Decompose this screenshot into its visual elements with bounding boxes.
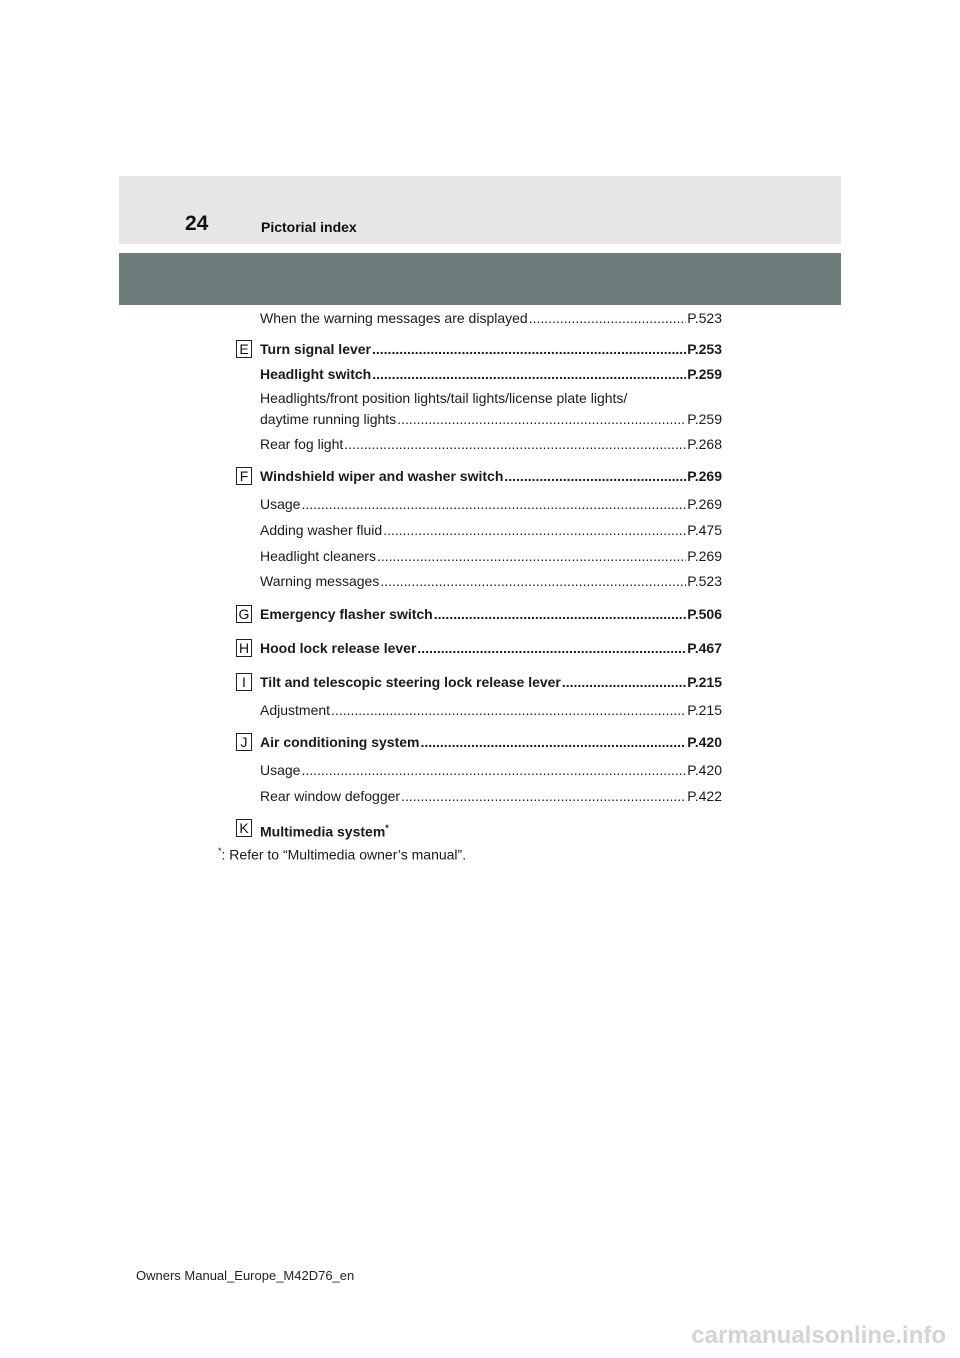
page-ref: P.422 (687, 788, 722, 804)
callout-letter-i: I (236, 673, 252, 691)
page-ref: P.268 (687, 436, 722, 452)
header-divider-band (119, 253, 841, 305)
entry-label: Air conditioning system (260, 734, 420, 750)
entry-label: Turn signal lever (260, 341, 371, 357)
entry-label: When the warning messages are displayed (260, 310, 528, 326)
callout-letter-j: J (236, 733, 252, 751)
page-ref: P.215 (687, 702, 722, 718)
entry-label: Headlight switch (260, 366, 372, 382)
index-entry-main (260, 818, 722, 843)
page-ref: P.259 (687, 366, 722, 382)
entry-label: Adjustment (260, 702, 331, 718)
page-ref: P.420 (687, 734, 722, 750)
page-ref: P.475 (687, 522, 722, 538)
page-ref: P.467 (687, 640, 722, 656)
page-ref: P.259 (687, 411, 722, 427)
footnote-text: : Refer to “Multimedia owner’s manual”. (221, 846, 467, 863)
page-ref: P.523 (687, 310, 722, 326)
entry-label: Rear fog light (260, 436, 344, 452)
index-entry (260, 786, 722, 807)
entry-label: daytime running lights (260, 411, 397, 427)
page-ref: P.269 (687, 468, 722, 484)
footnote (218, 846, 466, 863)
index-entry (260, 546, 722, 567)
page-ref: P.269 (687, 548, 722, 564)
index-entry (260, 494, 722, 515)
section-title: Pictorial index (261, 219, 357, 235)
entry-label: Usage (260, 762, 301, 778)
entry-label: Emergency flasher switch (260, 606, 433, 622)
callout-letter-k: K (236, 819, 252, 837)
footnote-marker: * (385, 823, 389, 833)
index-entry-main (260, 638, 722, 659)
index-entry-main (260, 339, 722, 360)
index-entry (260, 308, 722, 329)
page-ref: P.420 (687, 762, 722, 778)
entry-label: Usage (260, 496, 301, 512)
index-entry (260, 434, 722, 455)
index-entry-main (260, 364, 722, 385)
page-ref: P.253 (687, 341, 722, 357)
footnote-mark: * (218, 846, 222, 856)
callout-letter-e: E (236, 340, 252, 358)
page-header-band (119, 176, 841, 244)
page-number: 24 (185, 212, 209, 235)
callout-letter-h: H (236, 639, 252, 657)
entry-label: Headlight cleaners (260, 548, 376, 564)
entry-label: Adding washer fluid (260, 522, 383, 538)
entry-label: Windshield wiper and washer switch (260, 468, 504, 484)
entry-label: Warning messages (260, 573, 380, 589)
index-entry-main (260, 466, 722, 487)
entry-label: Rear window defogger (260, 788, 401, 804)
index-entry (260, 571, 722, 592)
index-entry-main (260, 672, 722, 693)
callout-letter-g: G (236, 605, 252, 623)
entry-label: Tilt and telescopic steering lock release lever (260, 674, 561, 690)
callout-letter-f: F (236, 467, 252, 485)
page-ref: P.269 (687, 496, 722, 512)
page-ref: P.215 (687, 674, 722, 690)
entry-label: Hood lock release lever (260, 640, 417, 656)
index-entry-main (260, 604, 722, 625)
footer-doc-id: Owners Manual_Europe_M42D76_en (136, 1268, 355, 1283)
entry-label: Multimedia system (260, 823, 386, 840)
index-entry (260, 520, 722, 541)
entry-label-line1: Headlights/front position lights/tail lights/license plate lights/ (260, 390, 628, 406)
page-ref: P.506 (687, 606, 722, 622)
index-entry-main (260, 732, 722, 753)
index-entry (260, 700, 722, 721)
page-ref: P.523 (687, 573, 722, 589)
index-entry (260, 388, 722, 430)
index-entry (260, 760, 722, 781)
watermark: carmanualsonline.info (691, 1322, 946, 1349)
